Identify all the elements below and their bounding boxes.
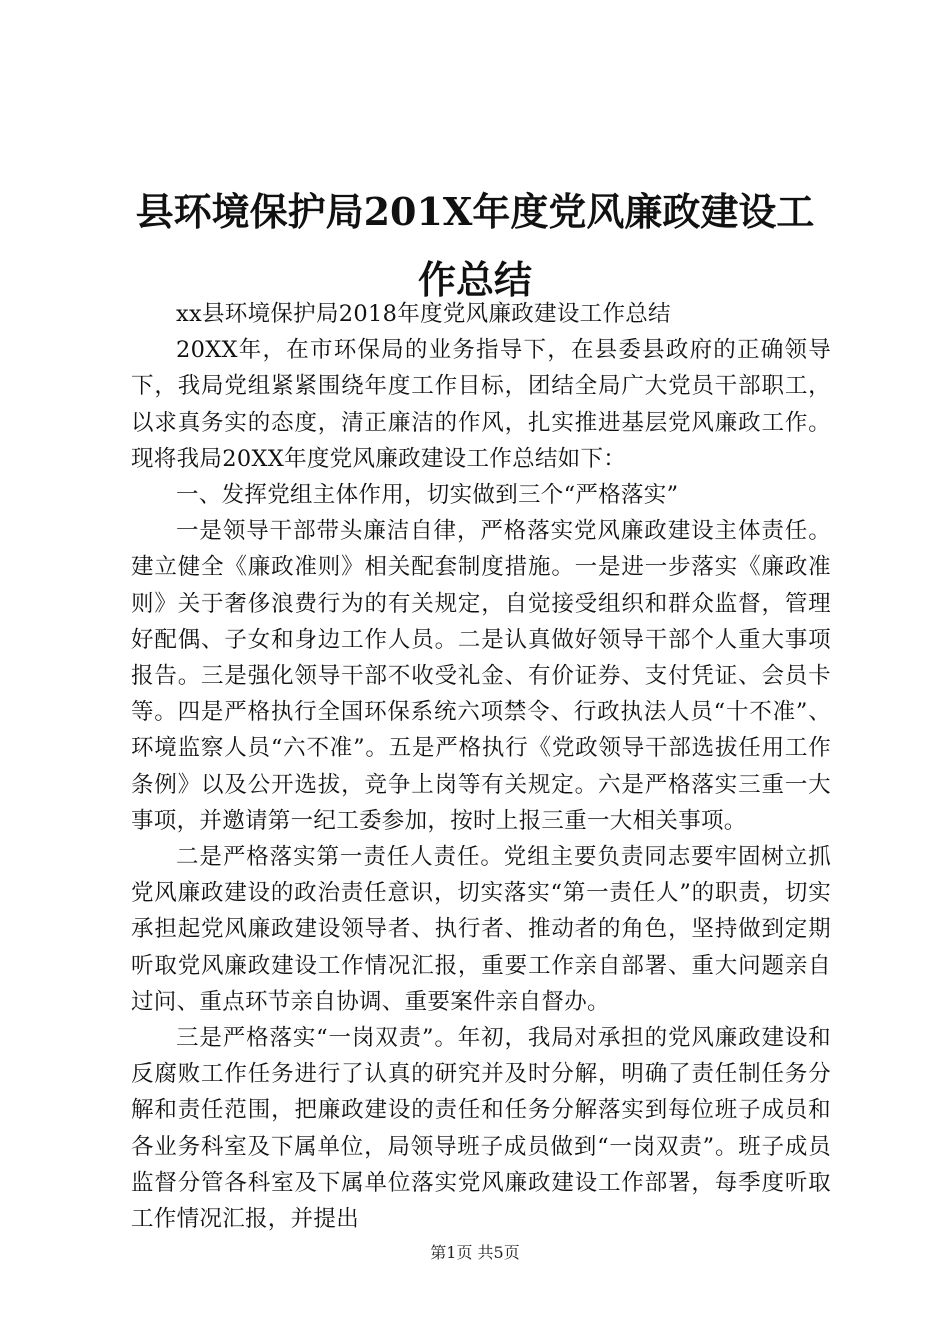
subtitle-line: xx县环境保护局2018年度党风廉政建设工作总结 <box>176 301 671 327</box>
body-paragraph: 二是严格落实第一责任人责任。党组主要负责同志要牢固树立抓党风廉政建设的政治责任意识，切实落实“第一责任人”的职责，切实承担起党风廉政建设领导者、执行者、推动者的角色，坚持做到定期听取党风廉政建设工作情况汇报，重要工作亲自部署、重大问题亲自过问、重点环节亲自协调、重要案件亲自督办。 <box>131 844 831 1015</box>
document-title: 县环境保护局201X年度党风廉政建设工作总结 <box>135 189 815 302</box>
body-paragraph: 一是领导干部带头廉洁自律，严格落实党风廉政建设主体责任。建立健全《廉政准则》相关配套制度措施。一是进一步落实《廉政准则》关于奢侈浪费行为的有关规定，自觉接受组织和群众监督，管理好配偶、子女和身边工作人员。二是认真做好领导干部个人重大事项报告。三是强化领导干部不收受礼金、有价证券、支付凭证、会员卡等。四是严格执行全国环保系统六项禁令、行政执法人员“十不准”、环境监察人员“六不准”。五是严格执行《党政领导干部选拔任用工作条例》以及公开选拔，竞争上岗等有关规定。六是严格落实三重一大事项，并邀请第一纪工委参加，按时上报三重一大相关事项。 <box>131 518 831 834</box>
document-body <box>131 296 831 1237</box>
section-heading: 一、发挥党组主体作用，切实做到三个“严格落实” <box>176 482 679 509</box>
intro-paragraph: 20XX年，在市环保局的业务指导下，在县委县政府的正确领导下，我局党组紧紧围绕年度工作目标，团结全局广大党员干部职工，以求真务实的态度，清正廉洁的作风，扎实推进基层党风廉政工作。现将我局20XX年度党风廉政建设工作总结如下： <box>131 337 831 472</box>
page-number-footer: 第1页 共5页 <box>430 1243 520 1262</box>
body-paragraph: 三是严格落实“一岗双责”。年初，我局对承担的党风廉政建设和反腐败工作任务进行了认真的研究并及时分解，明确了责任制任务分解和责任范围，把廉政建设的责任和任务分解落实到每位班子成员和各业务科室及下属单位，局领导班子成员做到“一岗双责”。班子成员监督分管各科室及下属单位落实党风廉政建设工作部署，每季度听取工作情况汇报，并提出 <box>131 1025 831 1233</box>
